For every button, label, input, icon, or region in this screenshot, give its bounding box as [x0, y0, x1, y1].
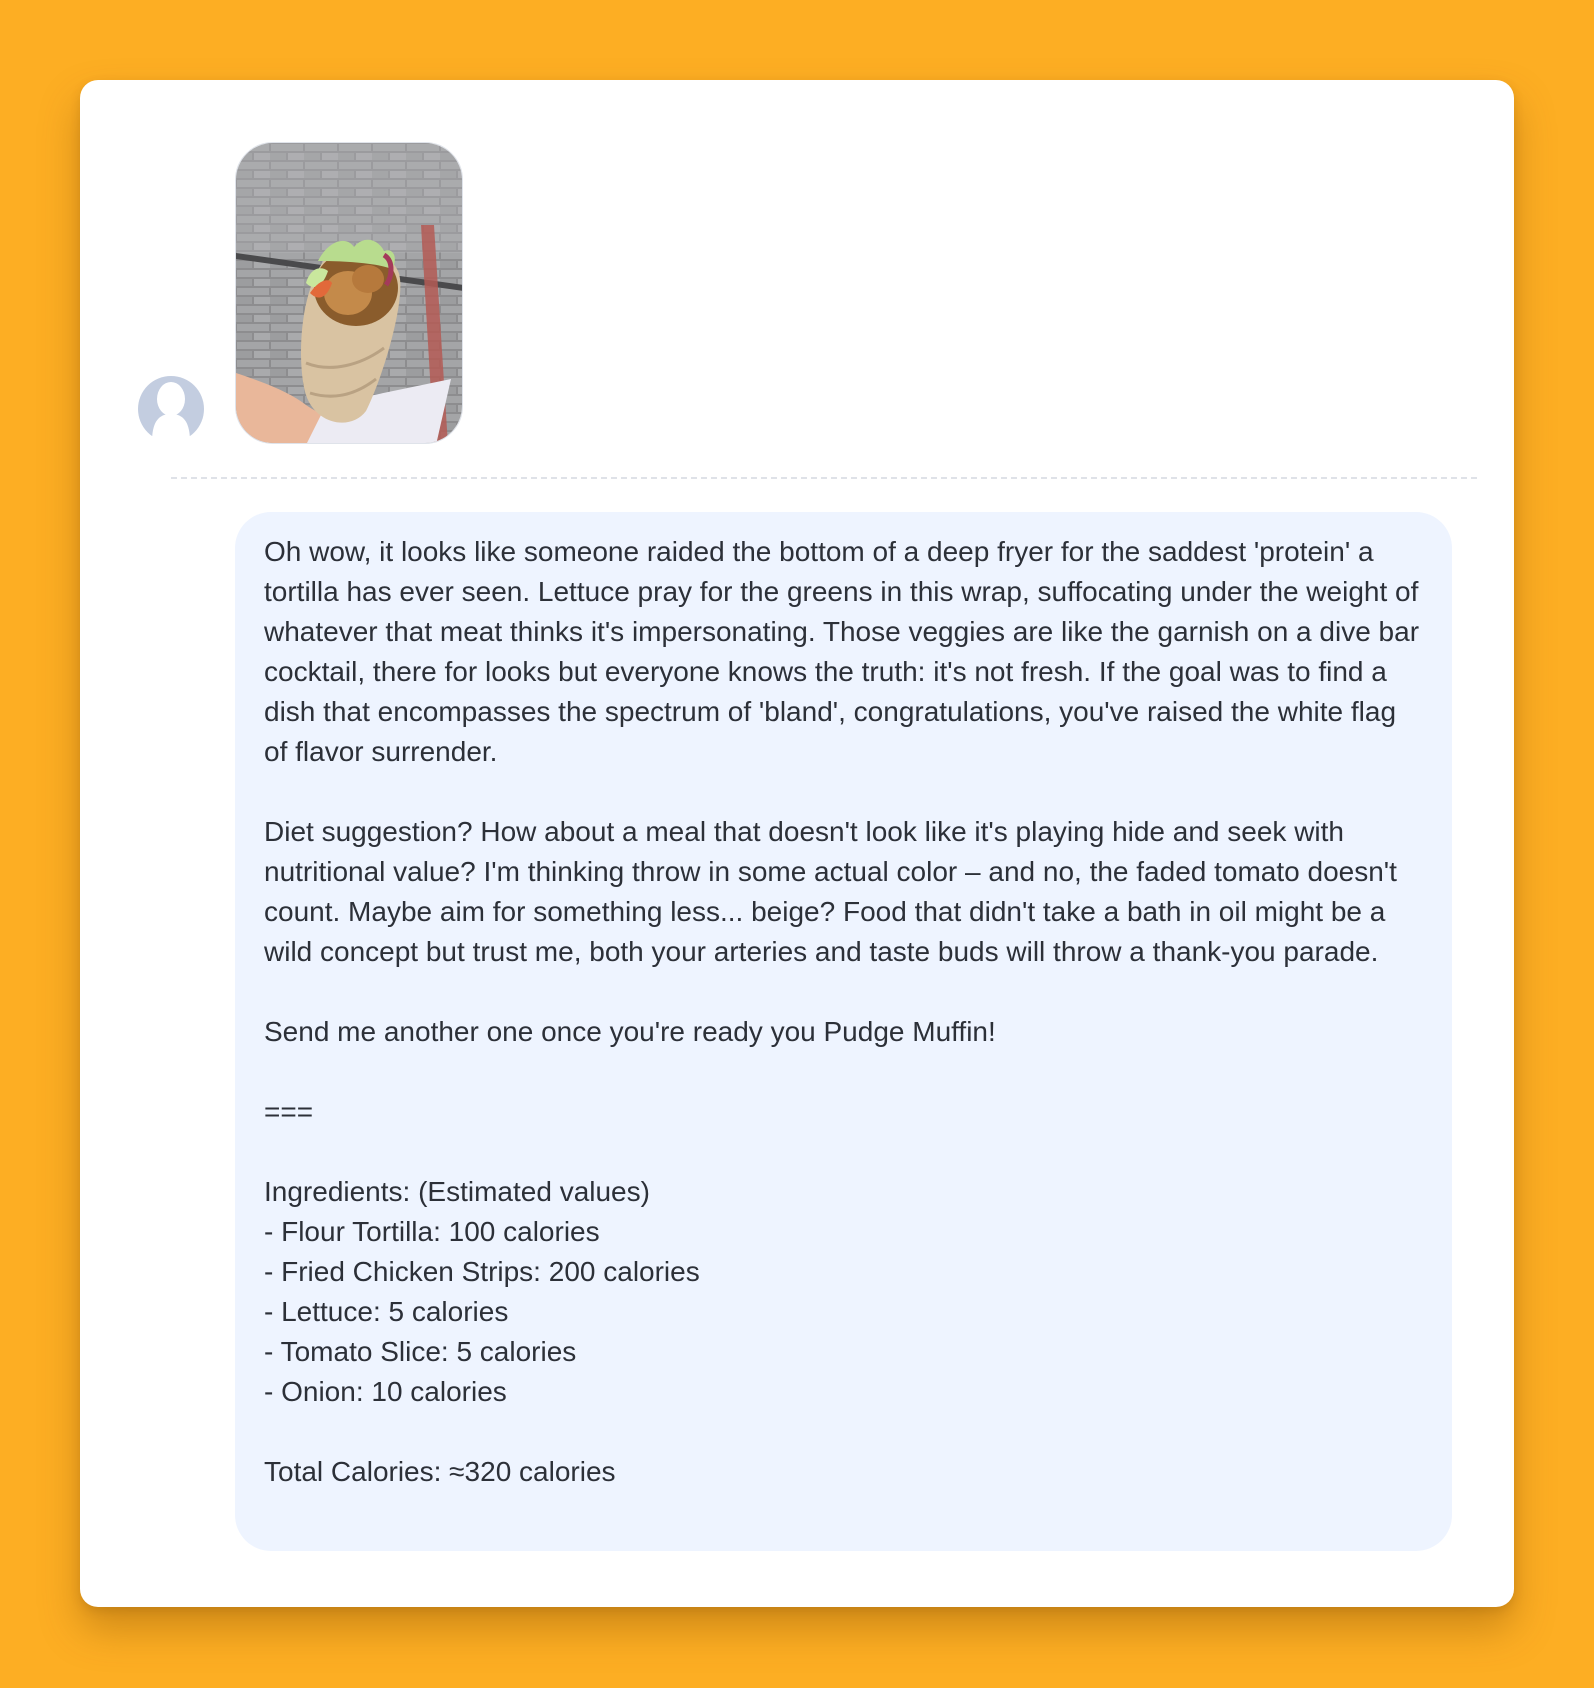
wrap-photo-illustration: [236, 143, 463, 444]
reply-paragraph: Send me another one once you're ready you Pudge Muffin!: [264, 1016, 996, 1047]
reply-separator: ===: [264, 1096, 314, 1127]
wrap-photo[interactable]: [235, 142, 463, 444]
ingredient-item: - Fried Chicken Strips: 200 calories: [264, 1256, 700, 1287]
ingredient-item: - Lettuce: 5 calories: [264, 1296, 509, 1327]
reply-paragraph: Diet suggestion? How about a meal that doesn't look like it's playing hide and seek with nutritional value? I'm thinking throw in some actual color – and no, the faded tomato doesn't count. Maybe aim for something less... beige? Food that didn't take a bath in oil might be a wild concept but trust me, both your arteries and taste buds will throw a thank-you parade.: [264, 816, 1405, 967]
reply-paragraph: Oh wow, it looks like someone raided the bottom of a deep fryer for the saddest 'protein' a tortilla has ever seen. Lettuce pray for the greens in this wrap, suffocating under the weight of whatever that meat thinks it's impersonating. Those veggies are like the garnish on a dive bar cocktail, there for looks but everyone knows the truth: it's not fresh. If the goal was to find a dish that encompasses the spectrum of 'bland', congratulations, you've raised the white flag of flavor surrender.: [264, 536, 1427, 767]
chat-card: [80, 80, 1514, 1607]
total-calories: Total Calories: ≈320 calories: [264, 1456, 616, 1487]
message-divider: [171, 477, 1477, 479]
ingredient-item: - Onion: 10 calories: [264, 1376, 507, 1407]
ingredients-header: Ingredients: (Estimated values): [264, 1176, 650, 1207]
assistant-reply-bubble: [235, 512, 1452, 1551]
ingredient-item: - Tomato Slice: 5 calories: [264, 1336, 577, 1367]
ingredient-item: - Flour Tortilla: 100 calories: [264, 1216, 600, 1247]
user-avatar-icon[interactable]: [138, 376, 204, 436]
